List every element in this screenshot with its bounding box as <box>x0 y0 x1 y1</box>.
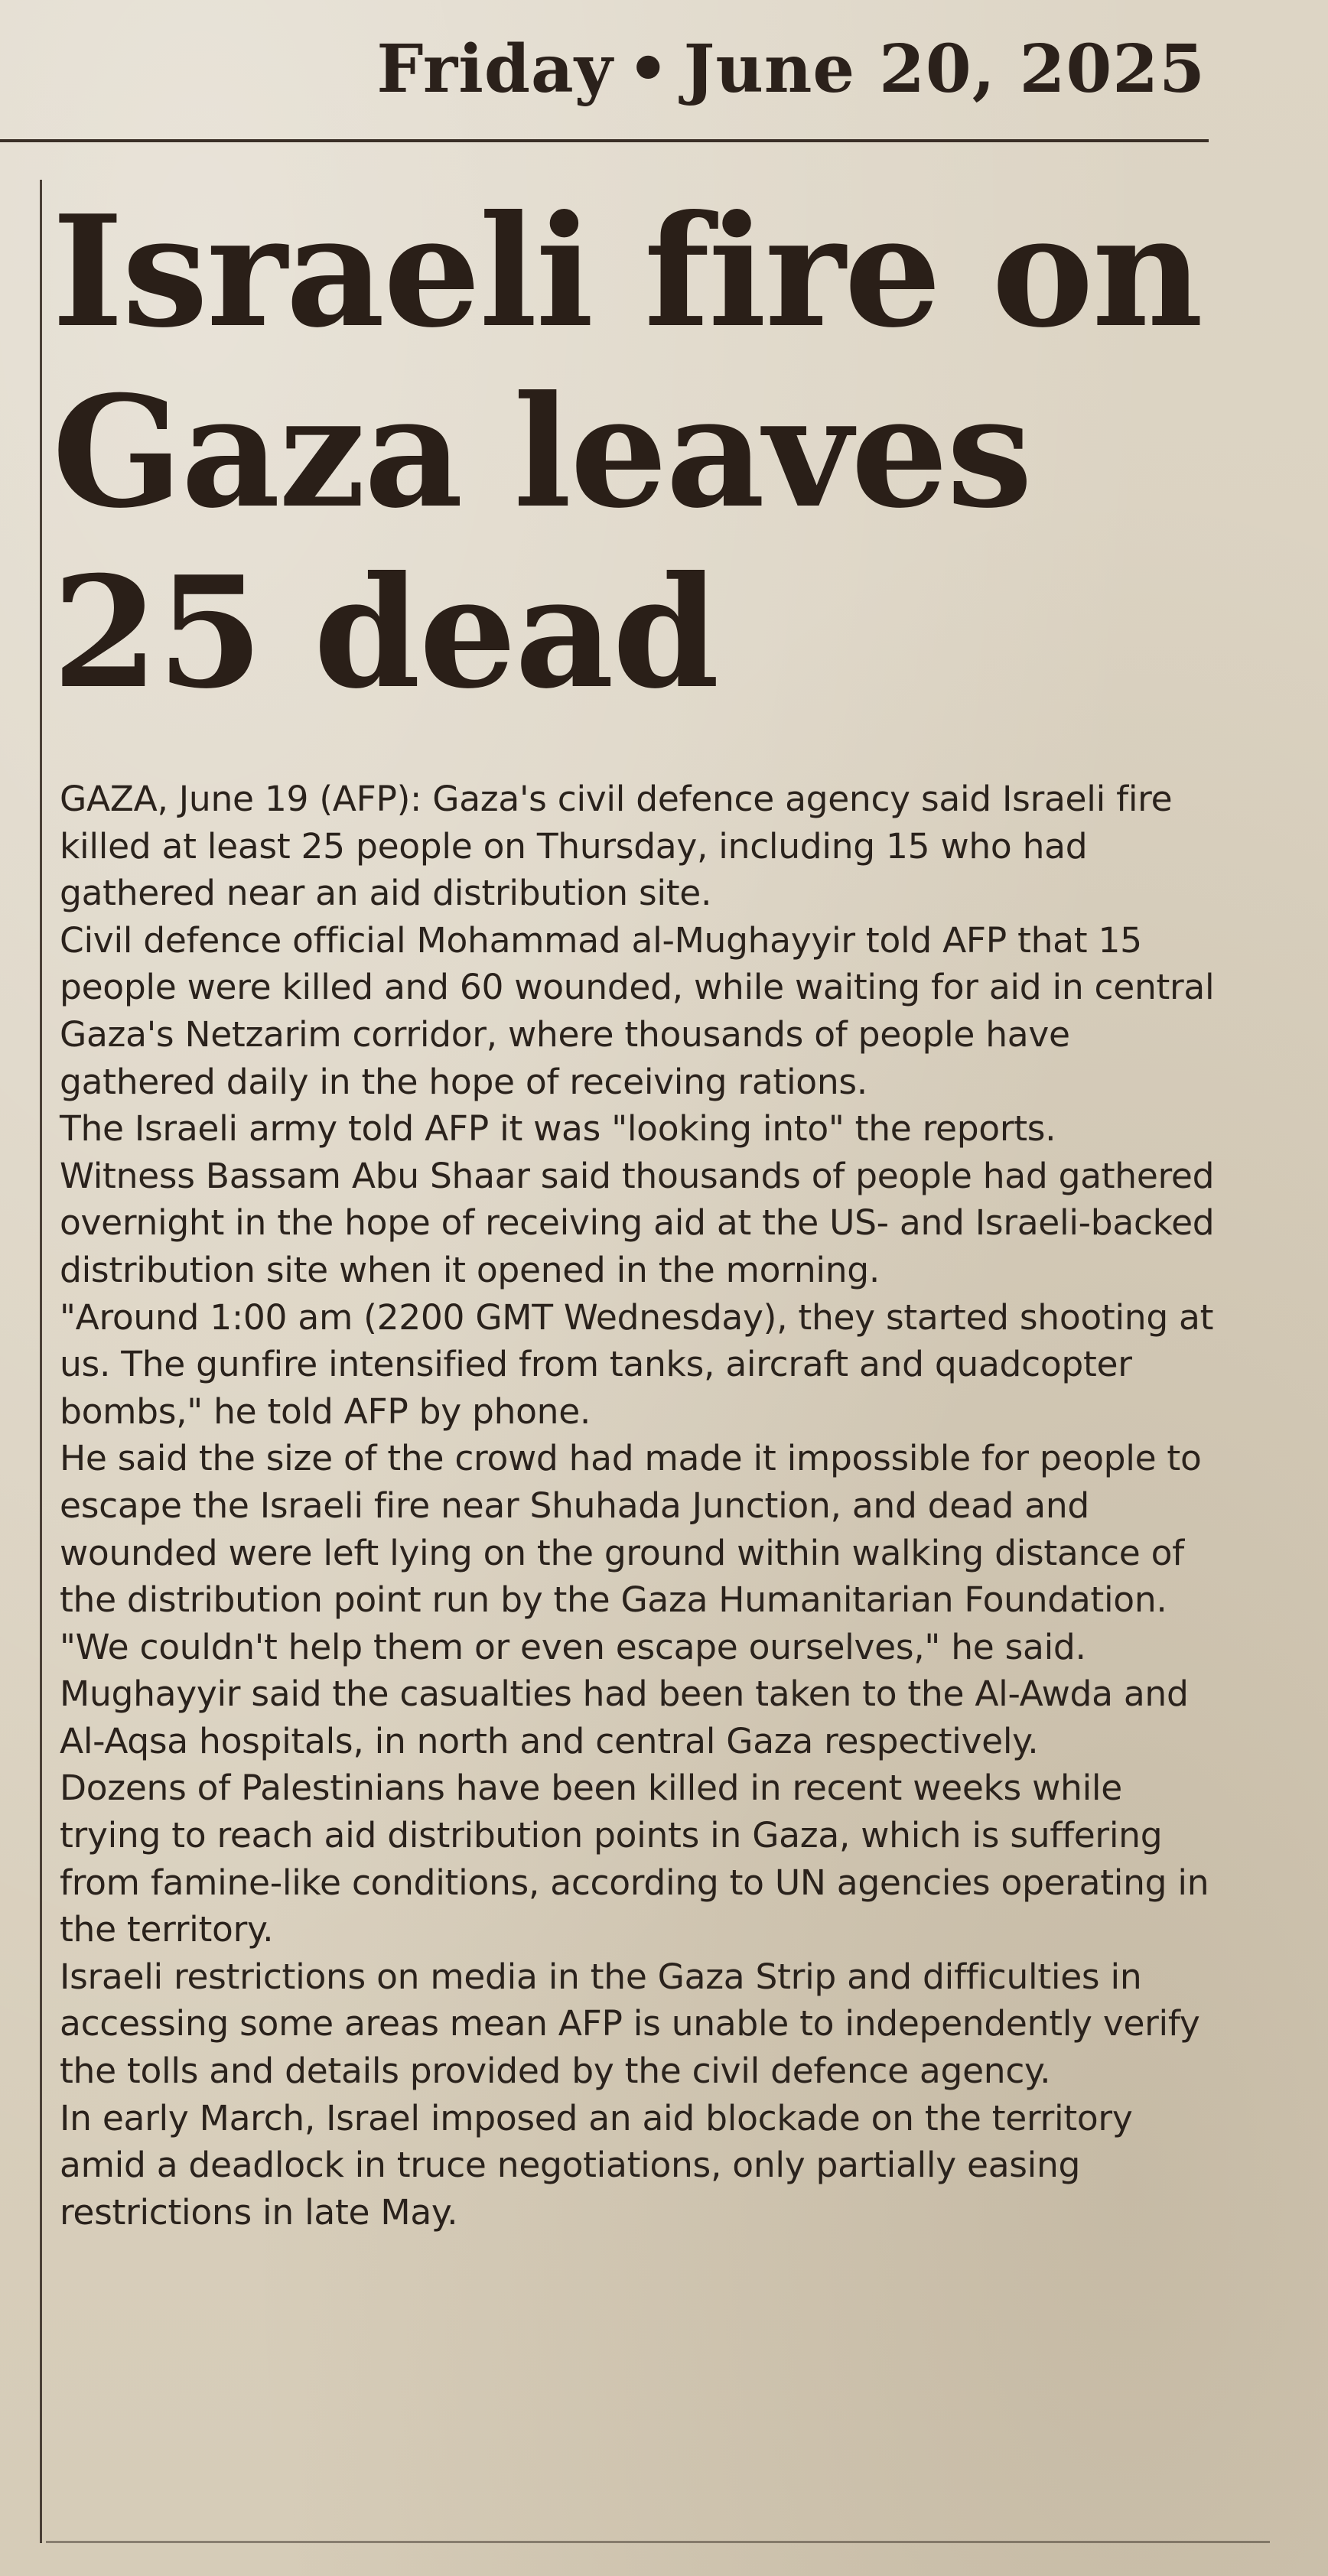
date-separator: • <box>627 31 670 108</box>
dateline: GAZA, June 19 (AFP): <box>60 779 422 819</box>
paragraph-8: Dozens of Palestinians have been killed in recent weeks while trying to reach aid distribution points in Gaza, which is suffering from famine-like conditions, according to UN agencies operating in the territory. <box>60 1768 1209 1950</box>
issue-day: Friday <box>376 31 614 108</box>
top-rule-divider <box>0 139 1209 142</box>
headline-line-2: Gaza leaves <box>52 363 1032 542</box>
paragraph-4: "Around 1:00 am (2200 GMT Wednesday), they started shooting at us. The gunfire intensified from tanks, aircraft and quadcopter bombs," he told AFP by phone. <box>60 1296 1214 1432</box>
lead-paragraph <box>60 776 1215 917</box>
headline-line-1: Israeli fire on <box>52 182 1203 362</box>
article-body <box>60 776 1215 2236</box>
paragraph-10: In early March, Israel imposed an aid blockade on the territory amid a deadlock in truce negotiations, only partially easing restrictions in late May. <box>60 2097 1133 2233</box>
column-rule-divider <box>40 180 42 2543</box>
bottom-rule-divider <box>46 2541 1270 2543</box>
issue-date <box>376 31 1206 108</box>
paragraph-6: "We couldn't help them or even escape ourselves," he said. <box>60 1626 1086 1667</box>
paragraph-7: Mughayyir said the casualties had been taken to the Al-Awda and Al-Aqsa hospitals, in north and central Gaza respectively. <box>60 1673 1189 1761</box>
issue-date-text: June 20, 2025 <box>683 31 1206 108</box>
headline-line-3: 25 dead <box>52 543 718 723</box>
paragraph-5: He said the size of the crowd had made it impossible for people to escape the Israeli fire near Shuhada Junction, and dead and wounded were left lying on the ground within walking distance of the distribution point run by the Gaza Humanitarian Foundation. <box>60 1438 1202 1621</box>
paragraph-1: Civil defence official Mohammad al-Mughayyir told AFP that 15 people were killed and 60 wounded, while waiting for aid in central Gaza's Netzarim corridor, where thousands of people have gathered daily in the hope of receiving rations. <box>60 919 1215 1102</box>
paragraph-3: Witness Bassam Abu Shaar said thousands of people had gathered overnight in the hope of receiving aid at the US- and Israeli-backed distribution site when it opened in the morning. <box>60 1155 1215 1290</box>
paragraph-9: Israeli restrictions on media in the Gaza Strip and difficulties in accessing some areas mean AFP is unable to independently verify the tolls and details provided by the civil defence agency. <box>60 1956 1200 2092</box>
article-headline <box>52 182 1215 724</box>
paragraph-2: The Israeli army told AFP it was "looking into" the reports. <box>60 1108 1056 1150</box>
lead-text: Gaza's civil defence agency said Israeli fire killed at least 25 people on Thursday, including 15 who had gathered near an aid distribution site. <box>60 779 1173 914</box>
